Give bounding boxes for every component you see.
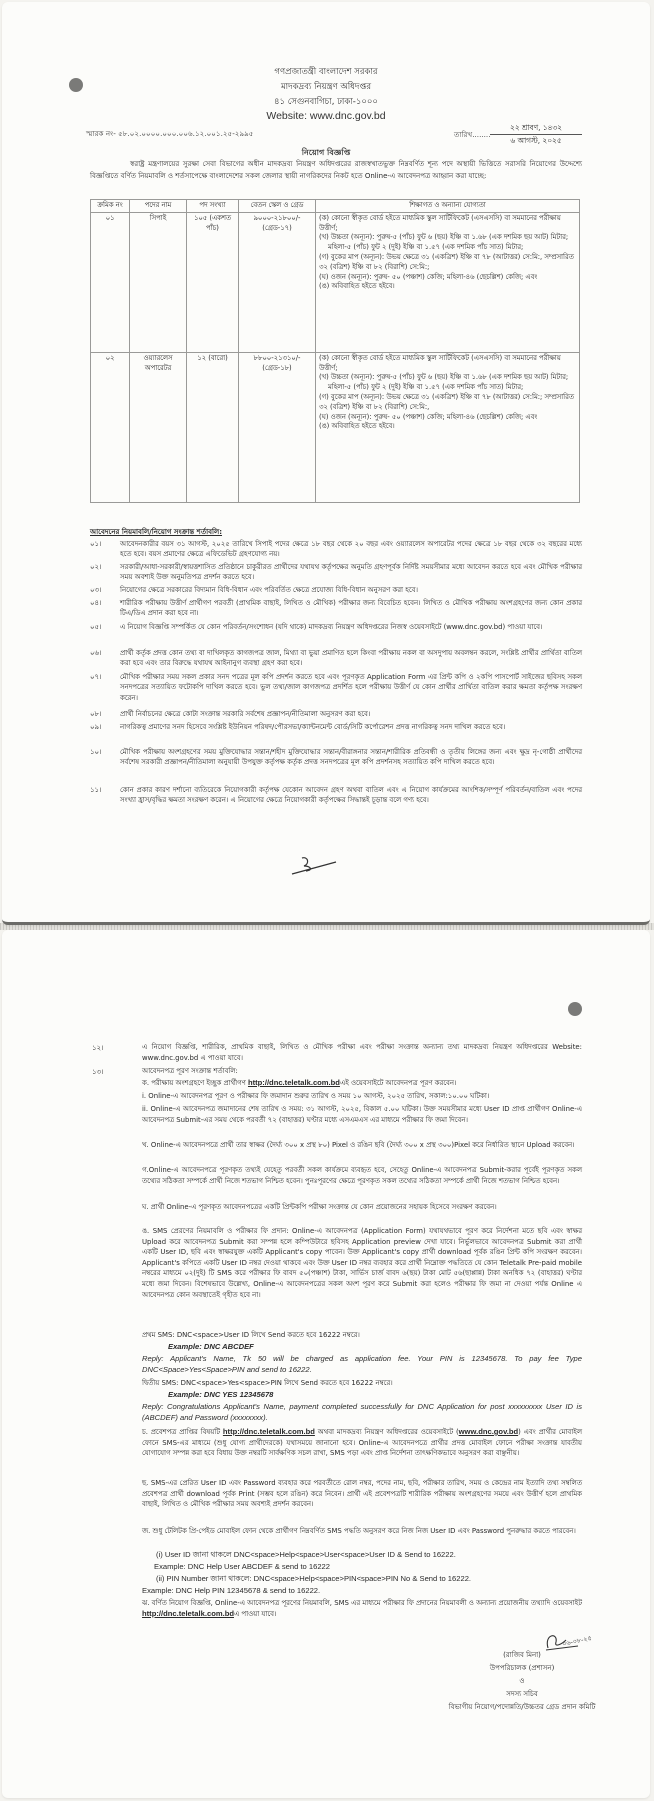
teletalk-link[interactable]: http://dnc.teletalk.com.bd — [142, 1608, 234, 1618]
table-header-row — [91, 200, 580, 213]
signature-date: ০৬-০৮-২৫ — [561, 1633, 593, 1649]
clause-ka: ক. পরীক্ষায় অংশগ্রহণে ইচ্ছুক প্রার্থীগণ http://dnc.teletalk.com.bdএই ওয়েবসাইটে আবেদনপত্র পূরণ করবেন। — [142, 1078, 457, 1087]
posts-table — [90, 199, 580, 503]
date-bangla: ২২ শ্রাবণ, ১৪৩২ — [490, 122, 582, 135]
clause-ii: ii. Online-এ আবেদনপত্র জমাদানের শেষ তারিখ ও সময়: ৩১ আগস্ট, ২০২৫, বিকাল ৫.০০ ঘটিকা। উক্ত সময়সীমার মধ্যে User ID প্রাপ্ত প্রার্থীগণ Online-এ আবেদনপত্র Submit-এর সময় থেকে পরবর্তী ৭২ (বাহাত্তর) ঘণ্টার মধ্যে এসএমএস এর মাধ্যমে পরীক্ষার ফি জমা দিবেন। — [142, 1105, 582, 1124]
signatory-conjunction: ও — [519, 1677, 525, 1685]
col-scale: বেতন স্কেল ও গ্রেড — [239, 200, 316, 213]
help-pin-example: Example: DNC Help PIN 12345678 & send to 16222. — [142, 1586, 321, 1595]
help-user-id: (i) User ID জানা থাকলে DNC<space>Help<space>User<space>User ID & Send to 16222. — [156, 1550, 456, 1559]
sms-first-reply: Reply: Applicant's Name, Tk 50 will be charged as application fee. Your PIN is 12345678. To pay fee Type DNC<Space>Yes<Space>PIN and send to 16222. — [142, 1354, 582, 1374]
website: Website: www.dnc.gov.bd — [266, 110, 386, 122]
memo-number: স্মারক নং- ৫৮.০২.০০০০.০০০.০০৬.১২.০০১.২৫-২৯৯৫ — [86, 129, 254, 138]
dnc-website-link[interactable]: www.dnc.gov.bd — [458, 1427, 519, 1436]
table-row — [91, 212, 580, 352]
signatory-role: সদস্য সচিব — [506, 1690, 538, 1698]
clause-gha: ঘ. প্রার্থী Online-এ পূরণকৃত আবেদনপত্রের একটি প্রিন্টকপি পরীক্ষা সংক্রান্ত যে কোন প্রয়োজনের সহায়ক হিসেবে সংরক্ষণ করবেন। — [142, 1203, 497, 1211]
rule-item: ০৫। এ নিয়োগ বিজ্ঞপ্তি সম্পর্কিত যে কোন পরিবর্তন/সংশোধন (যদি থাকে) মাদকদ্রব্য নিয়ন্ত্রণ অধিদপ্তরের নিজস্ব ওয়েবসাইটে (www.dnc.gov.bd) পাওয়া যাবে। — [90, 623, 543, 631]
sms-first: প্রথম SMS: DNC<space>User ID লিখে Send করতে হবে 16222 নম্বরে। — [142, 1331, 360, 1339]
signatory-committee: বিভাগীয় নিয়োগ/পদোন্নতি/উচ্চতর গ্রেড প্রদান কমিটি — [448, 1703, 596, 1711]
teletalk-link[interactable]: http://dnc.teletalk.com.bd — [222, 1427, 315, 1436]
col-count: পদ সংখ্যা — [187, 200, 239, 213]
department-name: মাদকদ্রব্য নিয়ন্ত্রণ অধিদপ্তর — [280, 82, 372, 92]
cell-serial: ০২ — [91, 352, 130, 502]
address: ৪১ সেগুনবাগিচা, ঢাকা-১০০০ — [274, 97, 378, 107]
rule-item: ০৮। প্রার্থী নির্বাচনের ক্ষেত্রে কোটা সংক্রান্ত সরকারি সর্বশেষ প্রজ্ঞাপন/নীতিমালা অনুসরণ করা হবে। — [90, 710, 371, 718]
item-13-heading: আবেদনপত্র পূরণ সংক্রান্ত শর্তাবলি: — [142, 1067, 238, 1075]
table-row — [91, 352, 580, 502]
clause-chha: ছ. SMS-এর প্রেরিত User ID এবং Password ব্যবহার করে পরবর্তীতে রোল নম্বর, পদের নাম, ছবি, পরীক্ষার তারিখ, সময় ও কেন্দ্রের নাম ইত্যাদি তথ্য সম্বলিত প্রবেশপত্র প্রার্থী download পূর্বক Print (সম্ভব হলে রঙিন) করে নিবেন। প্রার্থী এই প্রবেশপত্রটি শারীরিক পরীক্ষায় অংশগ্রহণের সময়ে এবং উত্তীর্ণ হলে প্রাথমিক বাছাই, লিখিত ও মৌখিক পরীক্ষার সময় অবশ্যই প্রদর্শন করবেন। — [142, 1479, 582, 1509]
sms-second-example: Example: DNC YES 12345678 — [168, 1390, 274, 1399]
rule-item: ০১। আবেদনকারীর বয়স ৩১ আগস্ট, ২০২৫ তারিখে সিপাই পদের ক্ষেত্রে ১৮ বছর থেকে ২০ বছর এবং ওয়্যারলেস অপারেটর পদের ক্ষেত্রে ১৮ বছর থেকে ৩২ বছরের মধ্যে হতে হবে। বয়স প্রমাণের ক্ষেত্রে এফিডেভিট গ্রহণযোগ্য নয়। — [90, 540, 582, 559]
rule-item: ০৬। প্রার্থী কর্তৃক প্রদত্ত কোন তথ্য বা দাখিলকৃত কাগজপত্র জাল, মিথ্যা বা ভুয়া প্রমাণিত হলে কিংবা পরীক্ষায় নকল বা অসদুপায় অবলম্বন করলে, সংশ্লিষ্ট প্রার্থীর প্রার্থিতা বাতিল করা হবে এবং তার বিরুদ্ধে যথাযথ আইনানুগ ব্যবস্থা গ্রহণ করা হবে। — [90, 649, 582, 668]
cell-count: ১০৫ (একশত পাঁচ) — [187, 212, 239, 352]
rule-item: ০৪। শারীরিক পরীক্ষায় উত্তীর্ণ প্রার্থীগণ পরবর্তী (প্রাথমিক বাছাই, লিখিত ও মৌখিক) পরীক্ষার জন্য বিবেচিত হবেন। লিখিত ও মৌখিক পরীক্ষায় অংশগ্রহণের জন্য কোন প্রকার টিএ/ডিএ প্রদান করা হবে না। — [90, 599, 582, 618]
rule-item: ০৩। নিয়োগের ক্ষেত্রে সরকারের বিদ্যমান বিধি-বিধান এবং পরিবর্তিত ক্ষেত্রে প্রযোজ্য বিধি-বিধান অনুসরণ করা হবে। — [90, 586, 418, 594]
intro-paragraph: স্বরাষ্ট্র মন্ত্রণালয়ের সুরক্ষা সেবা বিভাগের অধীন মাদকদ্রব্য নিয়ন্ত্রণ অধিদপ্তরের রাজস্বখাতভুক্ত নিম্নবর্ণিত শূন্য পদে অস্থায়ী ভিত্তিতে সরাসরি নিয়োগের উদ্দেশ্যে বিজ্ঞপ্তিতে বর্ণিত নিয়মাবলি ও শর্তসাপেক্ষে বাংলাদেশের সকল জেলার স্থায়ী নাগরিকদের নিকট হতে Online-এ আবেদনপত্র আহ্বান করা যাচ্ছে: — [90, 160, 582, 180]
rule-item: ১০। মৌখিক পরীক্ষায় অংশগ্রহণের সময় মুক্তিযোদ্ধার সন্তান/শহীদ মুক্তিযোদ্ধার সন্তান/বীরাঙ্গনার সন্তান/শারীরিক প্রতিবন্ধী ও তৃতীয় লিঙ্গের জন্য এবং ক্ষুদ্র নৃ-গোষ্ঠী প্রার্থীদের সর্বশেষ সরকারী প্রজ্ঞাপন/নীতিমালা অনুযায়ী উপযুক্ত কর্তৃপক্ষ কর্তৃক প্রদত্ত সনদপত্রের মূল কপি প্রদর্শনসহ সত্যায়িত কপি দাখিল করতে হবে। — [90, 748, 582, 767]
date-gregorian: ৬ আগস্ট, ২০২৫ — [510, 136, 562, 145]
signatory-name: (রাজিব মিনা) — [503, 1651, 541, 1659]
sms-first-example: Example: DNC ABCDEF — [168, 1342, 254, 1351]
document-page-2 — [2, 930, 650, 1798]
rule-item: ০৯। নাগরিকত্ব প্রমাণের সনদ হিসেবে সংশ্লিষ্ট ইউনিয়ন পরিষদ/পৌরসভা/ক্যান্টনমেন্ট বোর্ড/সিটি কর্পোরেশন প্রদত্ত নাগরিকত্ব সনদ দাখিল করতে হবে। — [90, 723, 506, 731]
col-serial: ক্রমিক নং — [91, 200, 130, 213]
clause-cha: চ. প্রবেশপত্র প্রাপ্তির বিষয়টি http://dnc.teletalk.com.bd অথবা মাদকদ্রব্য নিয়ন্ত্রণ অধিদপ্তরের ওয়েবসাইটে (www.dnc.gov.bd) এবং প্রার্থীর মোবাইল ফোনে SMS-এর মাধ্যমে (শুধু যোগ্য প্রার্থীদেরকে) যথাসময়ে জানানো হবে। Online-এ আবেদনপত্রে প্রার্থীর প্রদত্ত মোবাইল ফোনে পরীক্ষা সংক্রান্ত যাবতীয় যোগাযোগ সম্পন্ন করা হবে বিধায় উক্ত নম্বরটি সার্বক্ষণিক সচল রাখা, SMS পড়া এবং প্রাপ্ত নির্দেশনা তাৎক্ষণিকভাবে অনুসরণ করা বাঞ্ছনীয়। — [142, 1427, 582, 1458]
document-page-1 — [2, 2, 650, 925]
col-post: পদের নাম — [130, 200, 187, 213]
cell-scale: ৮৮০০-২১৩১০/- (গ্রেড-১৮) — [239, 352, 316, 502]
sms-second: দ্বিতীয় SMS: DNC<space>Yes<space>PIN লিখে Send করতে হবে 16222 নম্বরে। — [142, 1379, 393, 1387]
clause-ga: গ.Online-এ আবেদনপত্রে পূরণকৃত তথ্যই যেহেতু পরবর্তী সকল কার্যক্রমে ব্যবহৃত হবে, সেহেতু Online-এ আবেদনপত্র Submit-করার পূর্বেই পূরণকৃত সকল তথ্যের সঠিকতা সম্পর্কে প্রার্থী নিজে শতভাগ নিশ্চিত হবেন। পুনঃপূরণের ক্ষেত্রে পূরণকৃত সকল তথ্যের সঠিকতা সম্পর্কে প্রার্থী নিজে শতভাগ নিশ্চিত হবেন। — [142, 1166, 582, 1185]
col-qualification: শিক্ষাগত ও অন্যান্য যোগ্যতা — [316, 200, 580, 213]
signatory-designation: উপপরিচালক (প্রশাসন) — [489, 1664, 555, 1672]
rule-item: ০৭। মৌখিক পরীক্ষার সময় সকল প্রকার সনদ পত্রের মূল কপি প্রদর্শন করতে হবে এবং পূরণকৃত Application Form এর প্রিন্ট কপি ও ২কপি পাসপোর্ট সাইজের ছবিসহ সকল সনদপত্রের সত্যায়িত ফটোকপি দাখিল করতে হবে। ভুল তথ্য/জাল কাগজপত্র প্রদর্শিত হলে পরীক্ষায় উত্তীর্ণ যে কোন প্রার্থীর প্রার্থিতা বাতিল করার ক্ষমতা কর্তৃপক্ষ সংরক্ষণ করেন। — [90, 673, 582, 702]
item-number: ১২। — [92, 1044, 104, 1052]
clause-jha: ঝ. বর্ণিত নিয়োগ বিজ্ঞপ্তি, Online-এ আবেদনপত্র পূরণের নিয়মাবলি, SMS এর মাধ্যমে পরীক্ষার ফি প্রদানের নিয়মাবলী ও অন্যান্য প্রয়োজনীয় তথ্যাদি ওয়েবসাইট http://dnc.teletalk.com.bdএ পাওয়া যাবে। — [142, 1599, 582, 1618]
rule-item: ১১। কোন প্রকার কারণ দর্শানো ব্যতিরেকে নিয়োগকারী কর্তৃপক্ষ যেকোন আবেদন গ্রহণ অথবা বাতিল এবং এ নিয়োগ কার্যক্রমের আংশিক/সম্পূর্ণ পরিবর্তন/বাতিল এবং পদের সংখ্যা হ্রাস/বৃদ্ধির ক্ষমতা সংরক্ষণ করেন। এ নিয়োগের ক্ষেত্রে নিয়োগকারী কর্তৃপক্ষের সিদ্ধান্তই চূড়ান্ত বলে গণ্য হবে। — [90, 786, 582, 805]
punch-hole-icon — [568, 1002, 582, 1016]
cell-qualification: (ক) কোনো স্বীকৃত বোর্ড হইতে মাধ্যমিক স্কুল সার্টিফিকেট (এসএসসি) বা সমমানের পরীক্ষায় উত্তীর্ণ; (খ) উচ্চতা (অন্যূন): পুরুষ-৫ (পাঁচ) ফুট ৬ (ছয়) ইঞ্চি বা ১.৬৮ (এক দশমিক ছয় আট) মিটার; মহিলা-৫ (পাঁচ) ফুট ২ (দুই) ইঞ্চি বা ১.৫৭ (এক দশমিক পাঁচ সাত) মিটার; (গ) বুকের মাপ (অন্যূন): উভয় ক্ষেত্রে ৩১ (একত্রিশ) ইঞ্চি বা ৭৮ (আটাত্তর) সে:মি:, সম্প্রসারিত ৩২ (বত্রিশ) ইঞ্চি বা ৮২ (বিরাশি) সে:মি:; (ঘ) ওজন (অন্যূন): পুরুষ- ৫০ (পঞ্চাশ) কেজি; মহিলা-৪৬ (ছেচল্লিশ) কেজি; এবং (ঙ) অবিবাহিত হইতে হইবে। — [316, 212, 580, 352]
cell-qualification: (ক) কোনো স্বীকৃত বোর্ড হইতে মাধ্যমিক স্কুল সার্টিফিকেট (এসএসসি) বা সমমানের পরীক্ষায় উত্তীর্ণ; (খ) উচ্চতা (অন্যূন): পুরুষ-৫ (পাঁচ) ফুট ৬ (ছয়) ইঞ্চি বা ১.৬৮ (এক দশমিক ছয় আট) মিটার; মহিলা-৫ (পাঁচ) ফুট ২ (দুই) ইঞ্চি বা ১.৫৭ (এক দশমিক পাঁচ সাত) মিটার; (গ) বুকের মাপ (অন্যূন): উভয় ক্ষেত্রে ৩১ (একত্রিশ) ইঞ্চি বা ৭৮ (আটাত্তর) সে:মি:; সম্প্রসারিত ৩২ (বত্রিশ) ইঞ্চি বা ৮২ (বিরাশি) সে:মি:, (ঘ) ওজন (অন্যূন): পুরুষ- ৫০ (পঞ্চাশ) কেজি; মহিলা-৪৬ (ছেচল্লিশ) কেজি; এবং (ঙ) অবিবাহিত হইতে হইবে। — [316, 352, 580, 502]
signature-icon — [288, 854, 340, 876]
date-block — [490, 122, 582, 146]
clause-uma: ঙ. SMS প্রেরণের নিয়মাবলি ও পরীক্ষার ফি প্রদান: Online-এ আবেদনপত্র (Application Form) যথাযথভাবে পূরণ করে নির্দেশনা মতে ছবি এবং স্বাক্ষর Upload করে আবেদনপত্র Submit করা সম্পন্ন হলে কম্পিউটারে ছবিসহ Application preview দেখা যাবে। নির্ভুলভাবে আবেদনপত্র Submit করা প্রার্থী একটি User ID, ছবি এবং স্বাক্ষরযুক্ত একটি Applicant's copy পাবেন। উক্ত Applicant's copy প্রার্থী download পূর্বক রঙিন প্রিন্ট কপি সংরক্ষণ করবেন। Applicant's কপিতে একটি User ID নম্বর দেওয়া থাকবে এবং উক্ত User ID নম্বর ব্যবহার করে প্রার্থী নিম্নোক্ত পদ্ধতিতে যে কোন Teletalk Pre-paid mobile নম্বরের মাধ্যমে ০২(দুই) টি SMS করে পরীক্ষার ফি বাবদ ৫০(পঞ্চাশ) টাকা, সার্ভিস চার্জ বাবদ ৬(ছয়) টাকা মোট ৫৬(ছাপ্পান্ন) টাকা অনধিক ৭২ (বাহাত্তর) ঘণ্টার মধ্যে জমা দিবেন। বিশেষভাবে উল্লেখ্য, Online-এ আবেদনপত্রের সকল অংশ পূরণ করে Submit করা হলেও পরীক্ষার ফি জমা না দেওয়া পর্যন্ত Online এ আবেদনপত্র কোন অবস্থাতেই গৃহীত হবে না। — [142, 1227, 582, 1299]
cell-count: ১২ (বারো) — [187, 352, 239, 502]
cell-scale: ৯০০০-২১৮০০/- (গ্রেড-১৭) — [239, 212, 316, 352]
clause-kha: খ. Online-এ আবেদনপত্রে প্রার্থী তার স্বাক্ষর (দৈর্ঘ্য ৩০০ x প্রস্থ ৮০) Pixel ও রঙিন ছবি (দৈর্ঘ্য ৩০০ x প্রস্থ ৩০০)Pixel করে নির্ধারিত স্থানে Upload করবেন। — [142, 1141, 575, 1149]
help-pin: (ii) PIN Number জানা থাকলে: DNC<space>Help<space>PIN<space>PIN No & Send to 16222. — [156, 1574, 472, 1583]
cell-post: সিপাই — [130, 212, 187, 352]
item-number: ১৩। — [92, 1068, 104, 1076]
rules-heading: আবেদনের নিয়মাবলি/নিয়োগ সংক্রান্ত শর্তাবলি: — [90, 528, 223, 536]
help-user-id-example: Example: DNC Help User ABCDEF & send to 16222 — [154, 1562, 330, 1571]
item-12: এ নিয়োগ বিজ্ঞপ্তি, শারীরিক, প্রাথমিক বাছাই, লিখিত ও মৌখিক পরীক্ষা এবং পরীক্ষা সংক্রান্ত অন্যান্য তথ্য মাদকদ্রব্য নিয়ন্ত্রণ অধিদপ্তরের Website: www.dnc.gov.bd এ পাওয়া যাবে। — [142, 1043, 582, 1062]
cell-serial: ০১ — [91, 212, 130, 352]
cell-post: ওয়্যারলেস অপারেটর — [130, 352, 187, 502]
clause-ja: জ. শুধু টেলিটক প্রি-পেইড মোবাইল ফোন থেকে প্রার্থীগণ নিম্নবর্ণিত SMS পদ্ধতি অনুসরণ করে নিজ নিজ User ID এবং Password পুনরুদ্ধার করতে পারবেন। — [142, 1527, 576, 1535]
teletalk-link[interactable]: http://dnc.teletalk.com.bd — [247, 1078, 340, 1087]
notice-title: নিয়োগ বিজ্ঞপ্তি — [301, 148, 351, 157]
clause-i: i. Online-এ আবেদনপত্র পূরণ ও পরীক্ষার ফি জমাদান শুরুর তারিখ ও সময় ১০ আগস্ট, ২০২৫ তারিখ, সকাল:১০.০০ ঘটিকা। — [142, 1092, 490, 1100]
date-label: তারিখ........ — [454, 130, 491, 139]
govt-name: গণপ্রজাতন্ত্রী বাংলাদেশ সরকার — [274, 67, 378, 77]
sms-second-reply: Reply: Congratulations Applicant's Name, payment completed successfully for DNC Application for post xxxxxxxxx User ID is (ABCDEF) and Password (xxxxxxxx). — [142, 1402, 582, 1422]
rule-item: ০২। সরকারী/আধা-সরকারী/স্বায়ত্তশাসিত প্রতিষ্ঠানে চাকুরীরত প্রার্থীদের যথাযথ কর্তৃপক্ষের অনুমতি গ্রহণপূর্বক নির্দিষ্ট সময়সীমার মধ্যে আবেদন করতে হবে এবং মৌখিক পরীক্ষার সময় অবশ্যই উক্ত অনুমতিপত্র প্রদর্শন করতে হবে। — [90, 563, 582, 582]
